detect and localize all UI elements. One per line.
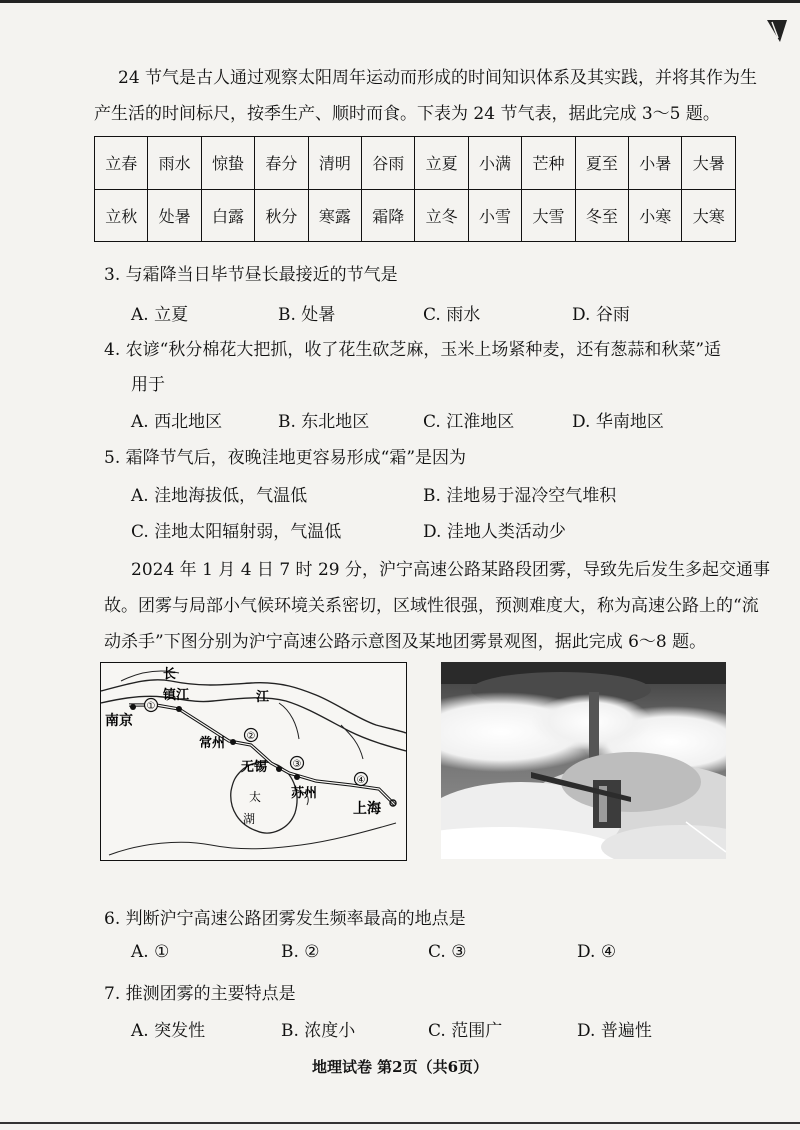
solar-terms-table bbox=[94, 136, 736, 242]
intro1-line1: 24 节气是古人通过观察太阳周年运动而形成的时间知识体系及其实践，并将其作为生 bbox=[118, 68, 758, 88]
table-cell: 惊蛰 bbox=[201, 137, 254, 190]
table-cell: 芒种 bbox=[522, 137, 575, 190]
map-label-suzhou: 苏州 bbox=[291, 786, 318, 801]
q5-option-b: B. 洼地易于湿冷空气堆积 bbox=[423, 486, 617, 506]
map-point-2-label: ② bbox=[246, 731, 256, 742]
map-label-jiang: 江 bbox=[256, 690, 270, 705]
fog-landscape-photo bbox=[441, 662, 726, 859]
map-label-hu: 湖 bbox=[243, 812, 256, 826]
q4-stem-line1: 4. 农谚“秋分棉花大把抓，收了花生砍芝麻，玉米上场紧种麦，还有葱蒜和秋菜”适 bbox=[104, 340, 722, 360]
q7-stem: 7. 推测团雾的主要特点是 bbox=[104, 984, 296, 1004]
table-cell: 小满 bbox=[468, 137, 521, 190]
map-label-changzhou: 常州 bbox=[199, 736, 226, 751]
q7-option-b: B. 浓度小 bbox=[281, 1021, 356, 1041]
bottom-border bbox=[0, 1122, 800, 1124]
map-point-3 bbox=[291, 757, 304, 771]
page-footer: 地理试卷 第2页（共6页） bbox=[311, 1058, 489, 1076]
q5-option-d: D. 洼地人类活动少 bbox=[423, 522, 566, 542]
q7-option-d: D. 普遍性 bbox=[577, 1021, 652, 1041]
q7-option-c: C. 范围广 bbox=[428, 1021, 503, 1041]
map-point-4 bbox=[355, 773, 368, 787]
expressway-map bbox=[100, 662, 407, 861]
table-cell: 谷雨 bbox=[362, 137, 415, 190]
q7-option-a: A. 突发性 bbox=[131, 1021, 206, 1041]
table-cell: 立冬 bbox=[415, 189, 468, 242]
corner-mark-icon bbox=[766, 18, 788, 44]
q6-option-b: B. ② bbox=[281, 942, 320, 962]
q6-option-a: A. ① bbox=[131, 942, 170, 962]
table-cell: 白露 bbox=[201, 189, 254, 242]
q5-option-c: C. 洼地太阳辐射弱，气温低 bbox=[131, 522, 342, 542]
q4-option-b: B. 东北地区 bbox=[278, 412, 370, 432]
q3-option-b: B. 处暑 bbox=[278, 305, 336, 325]
map-point-4-label: ④ bbox=[356, 775, 366, 786]
map-label-tai: 太 bbox=[249, 790, 262, 804]
q3-option-c: C. 雨水 bbox=[423, 305, 481, 325]
table-cell: 小雪 bbox=[468, 189, 521, 242]
q6-option-d: D. ④ bbox=[577, 942, 617, 962]
map-label-zhenjiang: 镇江 bbox=[163, 688, 190, 703]
table-cell: 大暑 bbox=[682, 137, 736, 190]
q3-stem: 3. 与霜降当日毕节昼长最接近的节气是 bbox=[104, 265, 398, 285]
table-cell: 秋分 bbox=[255, 189, 308, 242]
q4-option-d: D. 华南地区 bbox=[572, 412, 664, 432]
q4-stem-line2: 用于 bbox=[131, 375, 165, 395]
table-cell: 夏至 bbox=[575, 137, 628, 190]
map-point-2 bbox=[245, 729, 258, 743]
table-cell: 春分 bbox=[255, 137, 308, 190]
table-cell: 冬至 bbox=[575, 189, 628, 242]
q6-stem: 6. 判断沪宁高速公路团雾发生频率最高的地点是 bbox=[104, 909, 466, 929]
table-cell: 小暑 bbox=[629, 137, 682, 190]
table-cell: 雨水 bbox=[148, 137, 201, 190]
map-point-1 bbox=[145, 699, 158, 713]
q3-option-d: D. 谷雨 bbox=[572, 305, 630, 325]
table-cell: 大寒 bbox=[682, 189, 736, 242]
table-cell: 立夏 bbox=[415, 137, 468, 190]
map-label-chang: 长 bbox=[163, 667, 177, 682]
map-label-nanjing: 南京 bbox=[105, 713, 133, 729]
table-cell: 立春 bbox=[95, 137, 148, 190]
table-cell: 寒露 bbox=[308, 189, 361, 242]
map-point-1-label: ① bbox=[146, 701, 156, 712]
q5-option-a: A. 洼地海拔低，气温低 bbox=[131, 486, 308, 506]
map-label-wuxi: 无锡 bbox=[241, 760, 268, 775]
table-cell: 小寒 bbox=[629, 189, 682, 242]
table-cell: 霜降 bbox=[362, 189, 415, 242]
table-row bbox=[95, 137, 736, 190]
table-cell: 处暑 bbox=[148, 189, 201, 242]
intro2-line2: 故。团雾与局部小气候环境关系密切，区域性很强，预测难度大，称为高速公路上的“流 bbox=[104, 596, 759, 616]
q4-option-a: A. 西北地区 bbox=[131, 412, 223, 432]
table-cell: 大雪 bbox=[522, 189, 575, 242]
top-border bbox=[0, 0, 800, 3]
q6-option-c: C. ③ bbox=[428, 942, 467, 962]
map-point-3-label: ③ bbox=[292, 759, 302, 770]
intro2-line1: 2024 年 1 月 4 日 7 时 29 分，沪宁高速公路某路段团雾，导致先后发生多起交通事 bbox=[131, 560, 770, 580]
map-label-shanghai: 上海 bbox=[353, 801, 381, 817]
table-cell: 立秋 bbox=[95, 189, 148, 242]
q4-option-c: C. 江淮地区 bbox=[423, 412, 515, 432]
table-cell: 清明 bbox=[308, 137, 361, 190]
q5-stem: 5. 霜降节气后，夜晚洼地更容易形成“霜”是因为 bbox=[104, 448, 467, 468]
intro2-line3: 动杀手”下图分别为沪宁高速公路示意图及某地团雾景观图，据此完成 6～8 题。 bbox=[104, 632, 707, 652]
q3-option-a: A. 立夏 bbox=[131, 305, 189, 325]
intro1-line2: 产生活的时间标尺，按季生产、顺时而食。下表为 24 节气表，据此完成 3～5 题。 bbox=[94, 104, 720, 124]
table-row bbox=[95, 189, 736, 242]
